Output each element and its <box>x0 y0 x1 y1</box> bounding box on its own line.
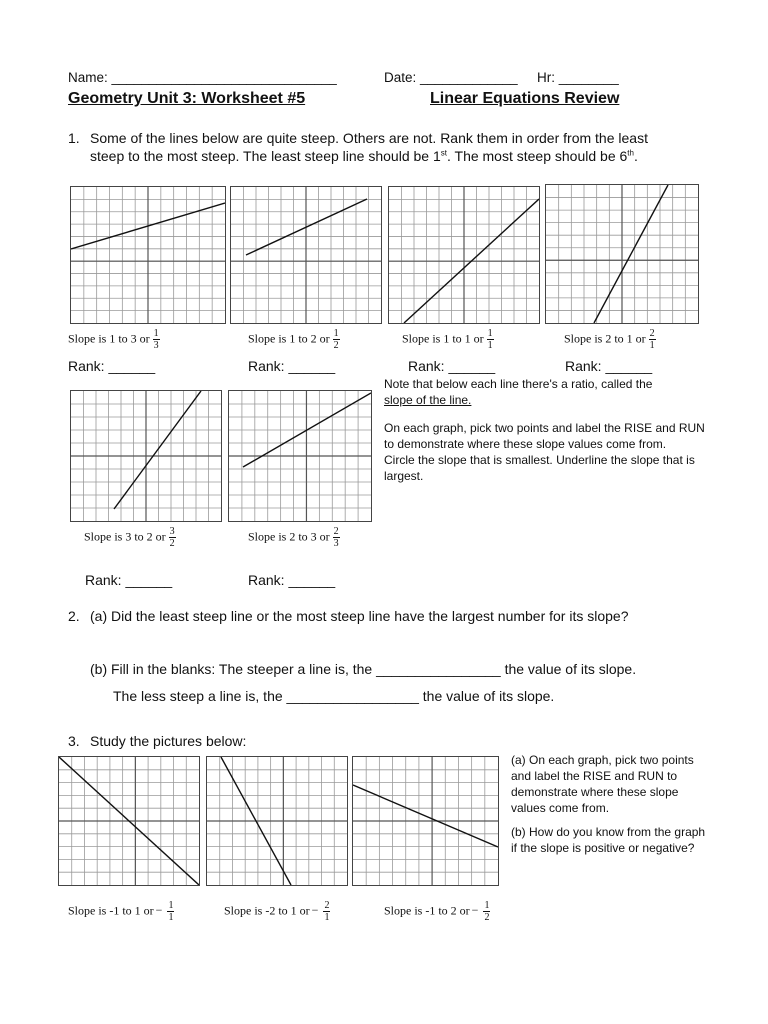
worksheet-title: Geometry Unit 3: Worksheet #5 <box>68 90 306 107</box>
hour-field[interactable]: Hr: ________ <box>537 70 619 85</box>
rank-field-5[interactable]: Rank: ______ <box>85 572 173 588</box>
slope-label-8: Slope is -2 to 1 or − $\frac{2}{1}$ <box>224 900 330 923</box>
q2-number: 2. <box>68 608 80 624</box>
slope-line <box>353 785 498 847</box>
graph-1 <box>70 186 226 324</box>
q1-note: Note that below each line there's a ratio, called the slope of the line. On each graph, pick two points and label the RISE and RUN to demonstrate where these slope values come from. Circle the slope that is smallest. Underline the slope that is largest. <box>384 377 705 483</box>
graph-2 <box>230 186 382 324</box>
slope-line <box>594 185 668 323</box>
q2-part-a: (a) Did the least steep line or the most steep line have the largest number for its slope? <box>90 608 629 624</box>
q1-text-line2: steep to the most steep. The least steep line should be 1st. The most steep should be 6th. <box>90 148 638 164</box>
slope-label-5: Slope is 3 to 2 or $\frac{3}{2}$ <box>84 526 175 549</box>
name-field[interactable]: Name: ______________________________ <box>68 70 337 85</box>
slope-line <box>114 391 201 509</box>
rank-field-4[interactable]: Rank: ______ <box>565 358 653 374</box>
slope-label-1: Slope is 1 to 3 or $\frac{1}{3}$ <box>68 328 159 351</box>
rank-field-6[interactable]: Rank: ______ <box>248 572 336 588</box>
rank-field-2[interactable]: Rank: ______ <box>248 358 336 374</box>
worksheet-subtitle: Linear Equations Review <box>430 90 620 107</box>
slope-label-9: Slope is -1 to 2 or − $\frac{1}{2}$ <box>384 900 490 923</box>
q2-part-b2[interactable]: The less steep a line is, the _________________ the value of its slope. <box>113 688 555 704</box>
q3-side-note: (a) On each graph, pick two points and label the RISE and RUN to demonstrate where these slope values come from. (b) How do you know from the graph if the slope is positive or negative? <box>511 753 706 855</box>
rank-field-3[interactable]: Rank: ______ <box>408 358 496 374</box>
slope-label-2: Slope is 1 to 2 or $\frac{1}{2}$ <box>248 328 339 351</box>
graph-4 <box>545 184 699 324</box>
graph-3 <box>388 186 540 324</box>
slope-label-7: Slope is -1 to 1 or − $\frac{1}{1}$ <box>68 900 174 923</box>
q1-number: 1. <box>68 130 80 146</box>
graph-7 <box>58 756 200 886</box>
graph-6 <box>228 390 372 522</box>
slope-label-3: Slope is 1 to 1 or $\frac{1}{1}$ <box>402 328 493 351</box>
q2-part-b1[interactable]: (b) Fill in the blanks: The steeper a line is, the ________________ the value of its slope. <box>90 661 637 677</box>
q3-number: 3. <box>68 733 80 749</box>
slope-label-6: Slope is 2 to 3 or $\frac{2}{3}$ <box>248 526 339 549</box>
rank-field-1[interactable]: Rank: ______ <box>68 358 156 374</box>
q3-text: Study the pictures below: <box>90 733 247 749</box>
slope-label-4: Slope is 2 to 1 or $\frac{2}{1}$ <box>564 328 655 351</box>
q1-text-line1: Some of the lines below are quite steep. Others are not. Rank them in order from the least <box>90 130 648 146</box>
date-field[interactable]: Date: _____________ <box>384 70 518 85</box>
graph-8 <box>206 756 348 886</box>
graph-9 <box>352 756 499 886</box>
graph-5 <box>70 390 222 522</box>
